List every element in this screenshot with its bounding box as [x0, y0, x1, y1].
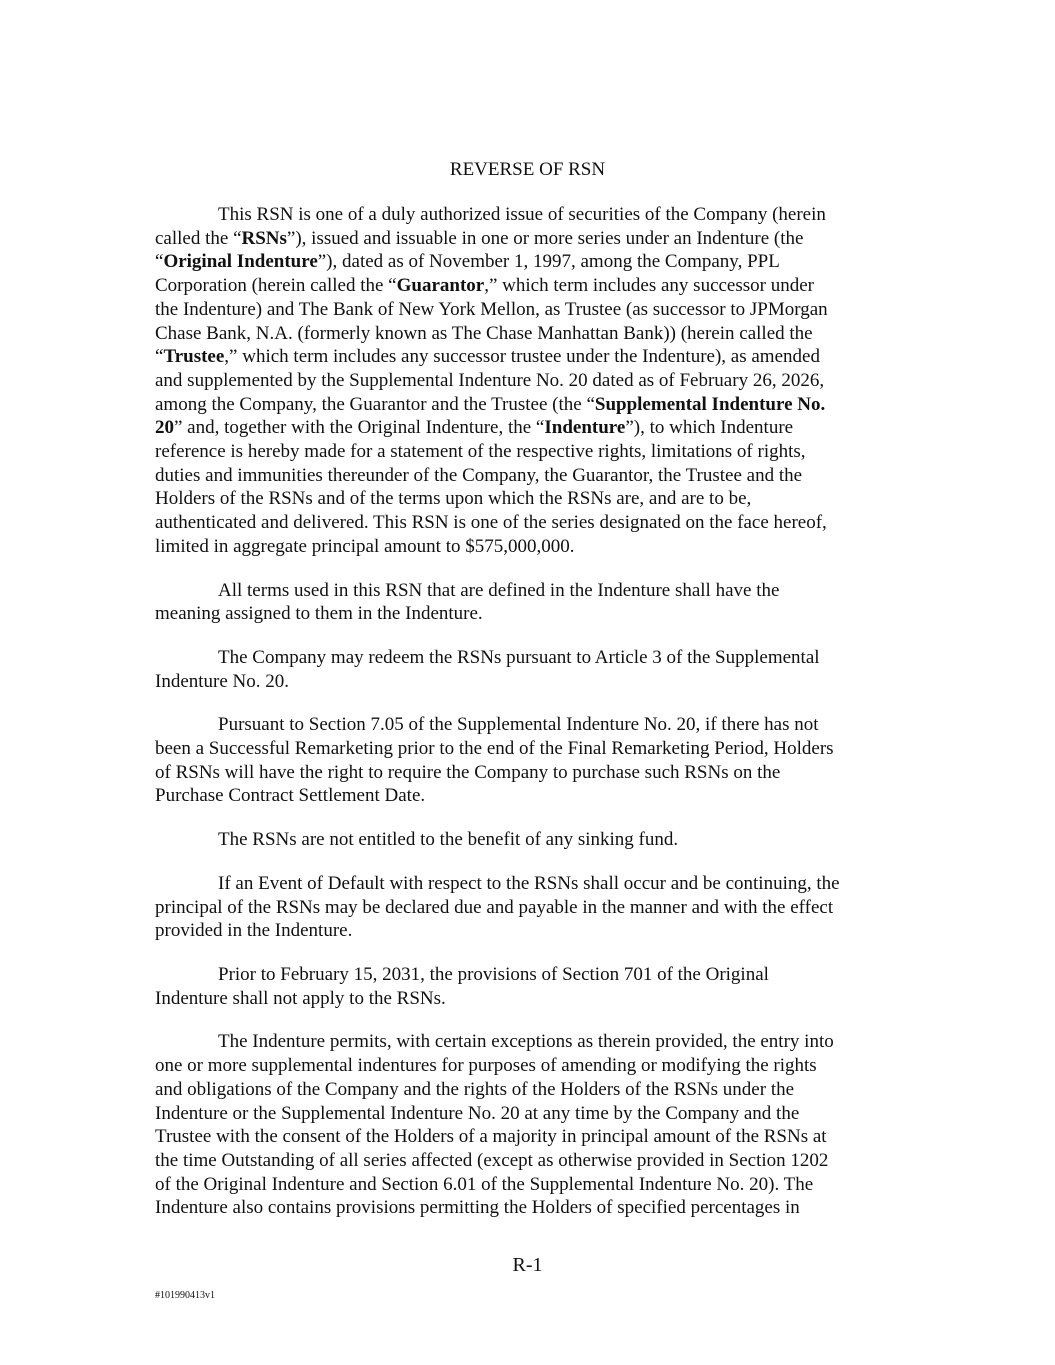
text-run: Indenture No. 20.	[155, 670, 290, 692]
text-run: ,” which term includes any successor under	[484, 275, 814, 297]
text-line	[155, 1149, 897, 1173]
text-line	[155, 440, 897, 464]
text-line	[155, 1030, 897, 1054]
defined-term: Indenture	[544, 417, 626, 439]
text-line	[155, 416, 897, 440]
text-line	[155, 987, 897, 1011]
defined-term: 20	[155, 417, 174, 439]
text-line	[155, 670, 897, 694]
text-line	[155, 203, 897, 227]
text-run: of the Original Indenture and Section 6.01 of the Supplemental Indenture No. 20). The	[155, 1173, 814, 1195]
text-line	[155, 1173, 897, 1197]
text-line	[155, 646, 897, 670]
text-run: All terms used in this RSN that are defined in the Indenture shall have the	[218, 579, 780, 601]
page-title: REVERSE OF RSN	[449, 159, 606, 180]
text-run: provided in the Indenture.	[155, 920, 353, 942]
text-run: one or more supplemental indentures for purposes of amending or modifying the rights	[155, 1055, 817, 1077]
text-line	[155, 298, 897, 322]
defined-term: Guarantor	[396, 275, 485, 297]
text-line	[155, 919, 897, 943]
paragraph	[155, 713, 897, 808]
text-line	[155, 963, 897, 987]
text-run: The Indenture permits, with certain exceptions as therein provided, the entry into	[218, 1031, 834, 1053]
paragraph	[155, 203, 897, 559]
text-line	[155, 1196, 897, 1220]
document-id: #101990413v1	[155, 1290, 215, 1301]
paragraph	[155, 646, 897, 693]
text-line	[155, 761, 897, 785]
text-run: authenticated and delivered. This RSN is one of the series designated on the face hereof,	[155, 512, 827, 534]
text-run: Indenture shall not apply to the RSNs.	[155, 987, 446, 1009]
text-line	[155, 1078, 897, 1102]
text-line	[155, 1054, 897, 1078]
text-run: ”), issued and issuable in one or more series under an Indenture (the	[286, 227, 804, 249]
text-line	[155, 784, 897, 808]
text-run: Trustee with the consent of the Holders of a majority in principal amount of the RSNs at	[155, 1126, 827, 1148]
defined-term: RSNs	[241, 227, 287, 249]
text-run: meaning assigned to them in the Indenture.	[155, 603, 483, 625]
text-run: the Indenture) and The Bank of New York Mellon, as Trustee (as successor to JPMorgan	[155, 298, 828, 320]
text-run: duties and immunities thereunder of the Company, the Guarantor, the Trustee and the	[155, 464, 803, 486]
text-run: Holders of the RSNs and of the terms upon which the RSNs are, and are to be,	[155, 488, 752, 510]
paragraph	[155, 872, 897, 943]
text-run: Prior to February 15, 2031, the provisions of Section 701 of the Original	[218, 963, 769, 985]
paragraph	[155, 963, 897, 1010]
text-run: and obligations of the Company and the rights of the Holders of the RSNs under the	[155, 1078, 795, 1100]
defined-term: Original Indenture	[163, 251, 318, 273]
text-line	[155, 535, 897, 559]
page-number: R-1	[512, 1254, 543, 1276]
text-run: Corporation (herein called the “	[155, 275, 397, 297]
text-line	[155, 345, 897, 369]
text-line	[155, 274, 897, 298]
defined-term: Trustee	[163, 346, 225, 368]
text-run: and supplemented by the Supplemental Indenture No. 20 dated as of February 26, 2026,	[155, 369, 825, 391]
text-run: called the “	[155, 227, 242, 249]
text-line	[155, 1102, 897, 1126]
text-run: “	[155, 346, 164, 368]
text-run: ”), dated as of November 1, 1997, among the Company, PPL	[317, 251, 780, 273]
text-line	[155, 713, 897, 737]
text-run: Indenture also contains provisions permitting the Holders of specified percentages in	[155, 1197, 800, 1219]
paragraph	[155, 1030, 897, 1220]
paragraph	[155, 579, 897, 626]
text-line	[155, 602, 897, 626]
text-run: ,” which term includes any successor trustee under the Indenture), as amended	[224, 346, 820, 368]
text-run: been a Successful Remarketing prior to the end of the Final Remarketing Period, Holders	[155, 738, 834, 760]
text-run: limited in aggregate principal amount to $575,000,000.	[155, 535, 575, 557]
text-line	[155, 393, 897, 417]
text-line	[155, 828, 897, 852]
text-line	[155, 579, 897, 603]
text-run: among the Company, the Guarantor and the Trustee (the “	[155, 393, 595, 415]
text-line	[155, 872, 897, 896]
text-run: reference is hereby made for a statement of the respective rights, limitations of rights,	[155, 441, 806, 463]
defined-term: Supplemental Indenture No.	[594, 393, 826, 415]
text-line	[155, 250, 897, 274]
document-body	[155, 203, 897, 1240]
text-line	[155, 896, 897, 920]
text-run: of RSNs will have the right to require the Company to purchase such RSNs on the	[155, 761, 781, 783]
text-run: Purchase Contract Settlement Date.	[155, 785, 426, 807]
text-run: The Company may redeem the RSNs pursuant to Article 3 of the Supplemental	[218, 646, 820, 668]
text-run: Pursuant to Section 7.05 of the Supplemental Indenture No. 20, if there has not	[218, 714, 819, 736]
text-run: Chase Bank, N.A. (formerly known as The Chase Manhattan Bank)) (herein called the	[155, 322, 813, 344]
text-run: This RSN is one of a duly authorized issue of securities of the Company (herein	[218, 204, 826, 225]
text-line	[155, 369, 897, 393]
paragraph	[155, 828, 897, 852]
text-run: ” and, together with the Original Indenture, the “	[174, 417, 545, 439]
text-run: If an Event of Default with respect to the RSNs shall occur and be continuing, the	[218, 872, 840, 894]
text-line	[155, 1125, 897, 1149]
text-line	[155, 737, 897, 761]
text-line	[155, 511, 897, 535]
text-line	[155, 464, 897, 488]
text-run: the time Outstanding of all series affected (except as otherwise provided in Section 1202	[155, 1149, 829, 1171]
text-run: Indenture or the Supplemental Indenture No. 20 at any time by the Company and the	[155, 1102, 800, 1124]
text-line	[155, 322, 897, 346]
text-run: principal of the RSNs may be declared due and payable in the manner and with the effect	[155, 896, 834, 918]
text-line	[155, 227, 897, 251]
text-run: ”), to which Indenture	[625, 417, 794, 439]
text-run: The RSNs are not entitled to the benefit of any sinking fund.	[218, 829, 679, 851]
text-line	[155, 487, 897, 511]
text-run: “	[155, 251, 164, 273]
